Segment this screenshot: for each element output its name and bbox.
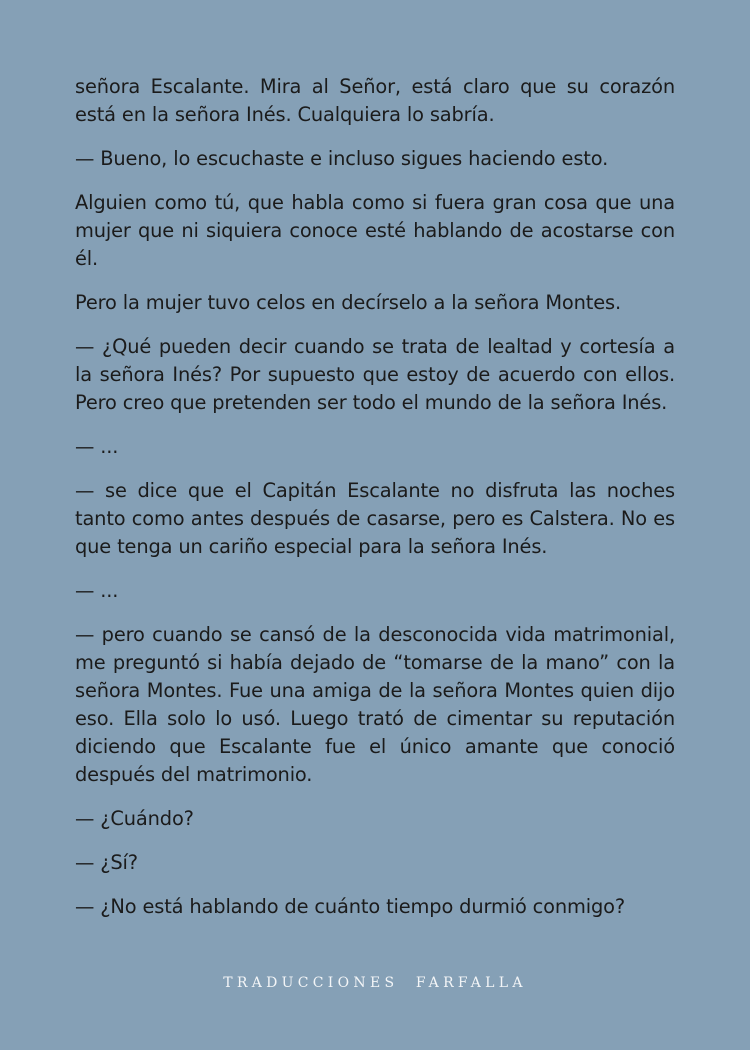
page-text <box>75 73 675 937</box>
paragraph-9: — pero cuando se cansó de la desconocida vida matrimonial, me preguntó si había dejado de “tomarse de la mano” con la señora Montes. Fue una amiga de la señora Montes quien dijo eso. Ella solo lo usó. Luego trató de cimentar su reputación diciendo que Escalante fue el único amante que conoció después del matrimonio. <box>75 623 675 786</box>
paragraph-5: — ¿Qué pueden decir cuando se trata de lealtad y cortesía a la señora Inés? Por supuesto que estoy de acuerdo con ellos. Pero creo que pretenden ser todo el mundo de la señora Inés. <box>75 335 675 414</box>
paragraph-6: — ... <box>75 435 119 458</box>
paragraph-7: — se dice que el Capitán Escalante no disfruta las noches tanto como antes después de casarse, pero es Calstera. No es que tenga un cariño especial para la señora Inés. <box>75 479 675 558</box>
paragraph-3: Alguien como tú, que habla como si fuera gran cosa que una mujer que ni siquiera conoce esté hablando de acostarse con él. <box>75 191 675 270</box>
paragraph-12: — ¿No está hablando de cuánto tiempo durmió conmigo? <box>75 895 626 918</box>
paragraph-4: Pero la mujer tuvo celos en decírselo a la señora Montes. <box>75 291 621 314</box>
paragraph-2: — Bueno, lo escuchaste e incluso sigues haciendo esto. <box>75 147 609 170</box>
paragraph-8: — ... <box>75 579 119 602</box>
paragraph-10: — ¿Cuándo? <box>75 807 194 830</box>
footer-credit: TRADUCCIONES FARFALLA <box>223 975 527 991</box>
paragraph-1: señora Escalante. Mira al Señor, está claro que su corazón está en la señora Inés. Cualquiera lo sabría. <box>75 75 675 126</box>
paragraph-11: — ¿Sí? <box>75 851 138 874</box>
